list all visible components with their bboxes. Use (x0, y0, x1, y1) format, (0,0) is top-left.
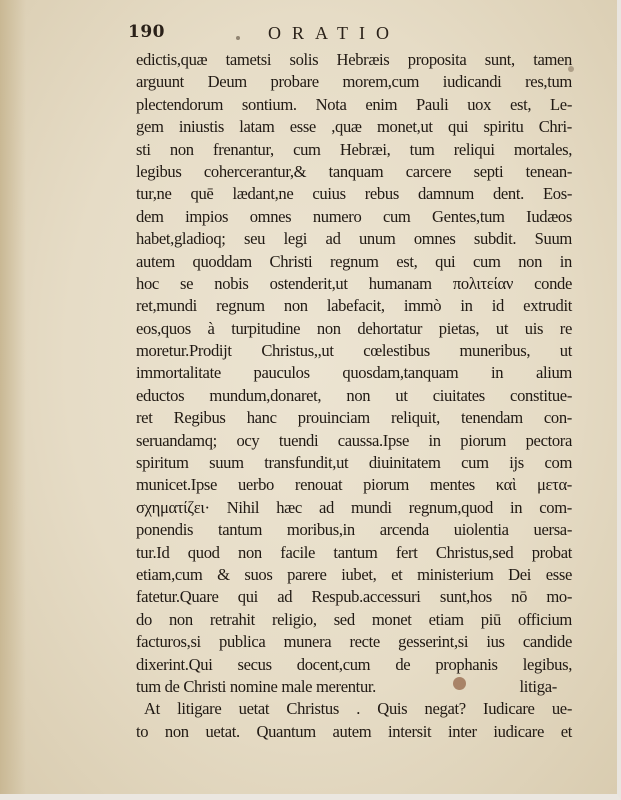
text-line: dem impios omnes numero cum Gentes,tum Iudæos (136, 206, 572, 226)
text-line: gem iniustis latam esse ,quæ monet,ut qui spiritu Chri- (136, 117, 572, 137)
text-line: habet,gladioq; seu legi ad unum omnes subdit. Suum (136, 229, 572, 249)
text-line: tur.Id quod non facile tantum fert Christus,sed probat (136, 542, 572, 562)
text-line: spiritum suum transfundit,ut diuinitatem cum ijs com (136, 453, 572, 473)
text-line: plectendorum sontium. Nota enim Pauli uox est, Le- (136, 94, 572, 114)
text-line: edictis,quæ tametsi solis Hebræis proposita sunt, tamen (136, 50, 572, 69)
catchword: litiga- (519, 677, 557, 696)
text-line: tum de Christi nomine male merentur. (136, 676, 376, 696)
text-line: fatetur.Quare qui ad Respub.accessuri sunt,hos nō mo- (136, 587, 572, 607)
text-line: tur,ne quē lædant,ne cuius rebus damnum dent. Eos- (136, 184, 572, 204)
text-line: to non uetat. Quantum autem intersit inter iudicare et (136, 721, 572, 741)
running-title: ORATIO (268, 23, 400, 43)
text-line: sti non frenantur, cum Hebræi, tum reliqui mortales, (136, 139, 572, 159)
text-line: seruandamq; ocy tuendi caussa.Ipse in piorum pectora (136, 430, 572, 450)
text-line: etiam,cum & suos parere iubet, et ministerium Dei esse (136, 564, 572, 584)
text-line: eductos mundum,donaret, non ut ciuitates constitue- (136, 385, 572, 405)
page-header (128, 22, 568, 48)
paragraph-start-line: At litigare uetat Christus . Quis negat? Iudicare ue- (144, 699, 572, 719)
text-line: dixerint.Qui secus docent,cum de prophanis legibus, (136, 654, 572, 674)
body-text (136, 49, 572, 743)
text-line: σχηματίζει· Nihil hæc ad mundi regnum,quod in com- (136, 497, 572, 517)
text-line: municet.Ipse uerbo renouat piorum mentes καὶ μετα- (136, 475, 572, 495)
text-line: autem quoddam Christi regnum est, qui cum non in (136, 251, 572, 271)
text-line: facturos,si publica munera recte gesserint,si ius candide (136, 632, 572, 652)
text-line: legibus cohercerantur,& tanquam carcere septi tenean- (136, 161, 572, 181)
text-line: arguunt Deum probare morem,cum iudicandi res,tum (136, 72, 572, 92)
text-line: ret Regibus hanc prouinciam reliquit, tenendam con- (136, 408, 572, 428)
page-number: 190 (128, 22, 165, 42)
text-line: do non retrahit religio, sed monet etiam piū officium (136, 609, 572, 629)
text-line: hoc se nobis ostenderit,ut humanam πολιτείαν conde (136, 273, 572, 293)
text-line: immortalitate pauculos quosdam,tanquam in alium (136, 363, 572, 383)
text-line: eos,quos à turpitudine non dehortatur pietas, ut uis re (136, 318, 572, 338)
text-line: moretur.Prodijt Christus,,ut cœlestibus muneribus, ut (136, 341, 572, 361)
text-line: ponendis tantum moribus,in arcenda uiolentia uersa- (136, 520, 572, 540)
text-line: ret,mundi regnum non labefacit, immò in id extrudit (136, 296, 572, 316)
